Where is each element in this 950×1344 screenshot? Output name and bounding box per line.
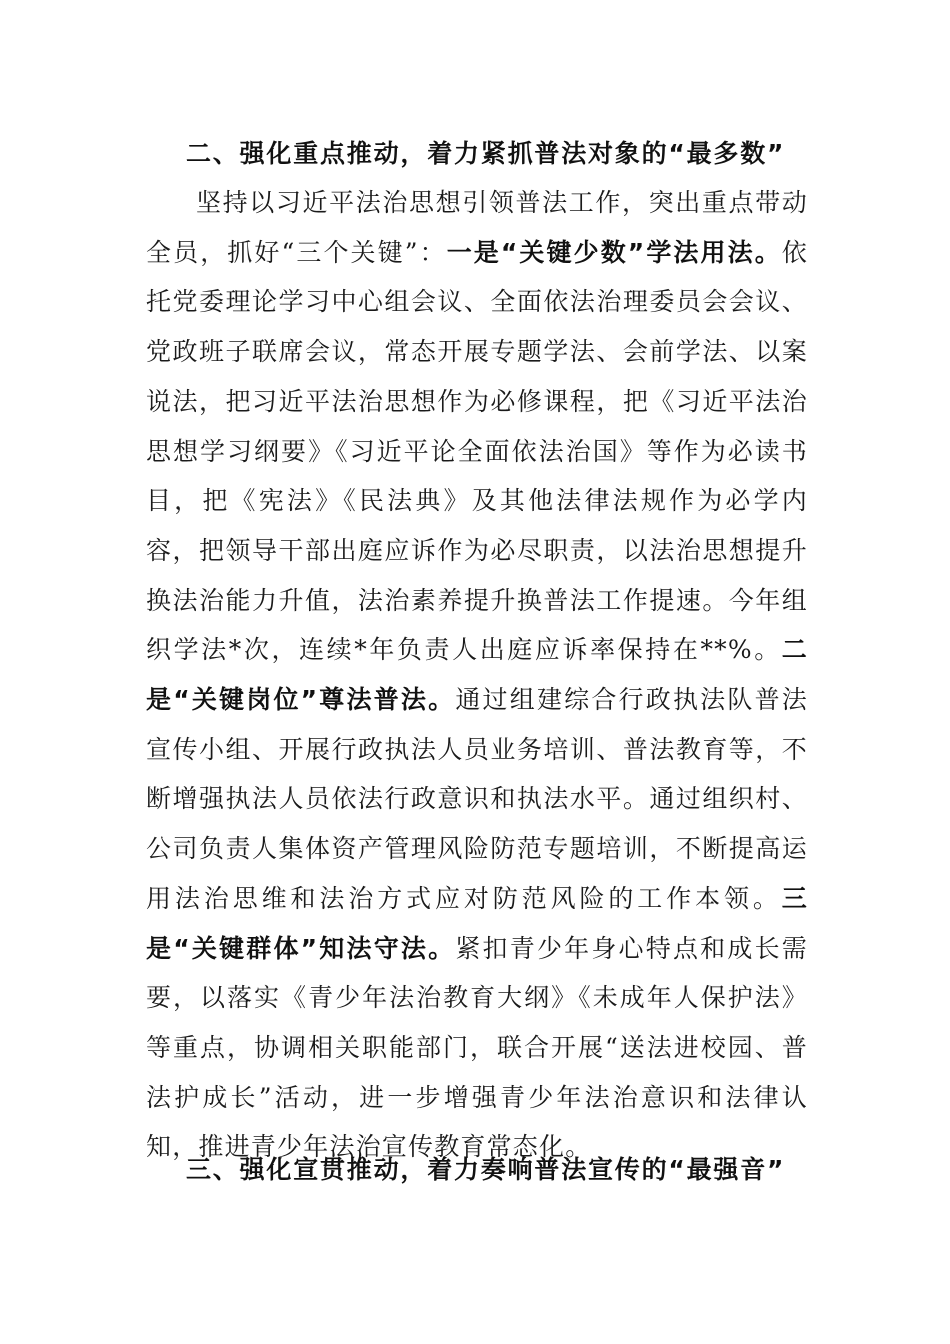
paragraph-text-4: 紧扣青少年身心特点和成长需要，以落实《青少年法治教育大纲》《未成年人保护法》等重点，协调相关职能部门，联合开展“送法进校园、普法护成长”活动，进一步增强青少年法治意识和法律认知，推进青少年法治宣传教育常态化。 — [146, 933, 808, 1162]
key-point-1: 一是“关键少数”学法用法。 — [446, 237, 782, 267]
key-point-3: 三是“关键群体”知法守法。 — [146, 883, 808, 963]
paragraph-text-3: 通过组建综合行政执法队普法宣传小组、开展行政执法人员业务培训、普法教育等，不断增强执法人员依法行政意识和执法水平。通过组织村、公司负责人集体资产管理风险防范专题培训，不断提高运用法治思维和法治方式应对防范风险的工作本领。 — [146, 685, 808, 913]
paragraph-text-2: 依托党委理论学习中心组会议、全面依法治理委员会会议、党政班子联席会议，常态开展专题学法、会前学法、以案说法，把习近平法治思想作为必修课程，把《习近平法治思想学习纲要》《习近平论全面依法治国》等作为必读书目，把《宪法》《民法典》及其他法律法规作为必学内容，把领导干部出庭应诉作为必尽职责，以法治思想提升换法治能力升值，法治素养提升换普法工作提速。今年组织学法*次，连续*年负责人出庭应诉率保持在**%。 — [146, 237, 808, 665]
body-paragraph — [146, 178, 808, 1172]
section-heading-3: 三、强化宣贯推动，着力奏响普法宣传的“最强音” — [186, 1155, 786, 1184]
paragraph-text-1: 坚持以习近平法治思想引领普法工作，突出重点带动全员，抓好“三个关键”： — [146, 188, 808, 267]
section-heading-2: 二、强化重点推动，着力紧抓普法对象的“最多数” — [186, 139, 786, 168]
key-point-2: 二是“关键岗位”尊法普法。 — [146, 635, 808, 715]
